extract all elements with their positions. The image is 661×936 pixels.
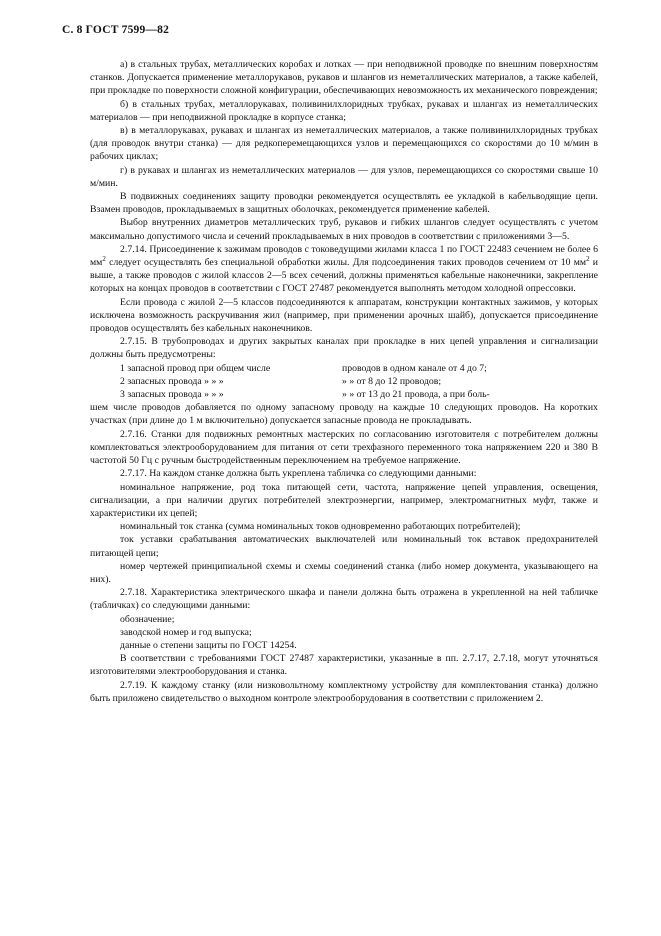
section-2-7-19: 2.7.19. К каждому станку (или низковольтному комплектному устройству для комплектования станка) должно быть приложено свидетельство о выходном контроле электрооборудования в соответствии с приложением 2. (90, 679, 598, 704)
spare-wires-count: 1 запасной провод при общем числе (120, 362, 271, 374)
section-2-7-17: 2.7.17. На каждом станке должна быть укреплена табличка со следующими данными: (120, 468, 477, 480)
paragraph-a: а) в стальных трубах, металлических коробах и лотках — при неподвижной проводке по внешним поверхностям станков. Допускается применение металлорукавов, рукавов и шлангов из неметаллических материалов, а также кабелей, при прокладке по поверхности сложной конфигурации, обеспечивающих невозможность их механического повреждения; (90, 59, 598, 97)
list-item (90, 375, 598, 388)
cabinet-plate-item: данные о степени защиты по ГОСТ 14254. (120, 639, 297, 651)
plate-data-item: номинальный ток станка (сумма номинальных токов одновременно работающих потребителей); (120, 521, 521, 533)
paragraph-moving-joints: В подвижных соединениях защиту проводки рекомендуется осуществлять ее укладкой в кабельводящие цепи. Взамен проводов, прокладываемых в защитных оболочках, рекомендуется применение кабелей. (90, 191, 598, 216)
plate-data-item: номер чертежей принципиальной схемы и схемы соединений станка (либо номер документа, указывающего на них). (90, 560, 598, 585)
spare-wires-count: 3 запасных провода » » » (120, 389, 224, 401)
paragraph-c: в) в металлорукавах, рукавах и шлангах из неметаллических материалов, а также поливинилхлоридных трубках (для проводок внутри станка) — для редкоперемещающихся узлов и перемещающихся со скоростями до 10 м/мин в рабочих циклах; (90, 125, 598, 163)
paragraph-d: г) в рукавах и шлангах из неметаллических материалов — для узлов, перемещающихся со скоростями свыше 10 м/мин. (90, 164, 598, 189)
section-2-7-15-continued: шем числе проводов добавляется по одному запасному проводу на каждые 10 следующих проводов. На коротких участках (при длине до 1 м включительно) допускается запасные провода не прокладывать. (90, 402, 598, 427)
section-2-7-16: 2.7.16. Станки для подвижных ремонтных мастерских по согласованию изготовителя с потребителем должны комплектоваться электрооборудованием для питания от сети трехфазного переменного тока напряжением 220 и 380 В частотой 50 Гц с ручным быстродейственным переключением на требуемое напряжение. (90, 428, 598, 467)
section-2-7-14-part-a: 2.7.14. Присоединение к зажимам проводов с токоведущими жилами класса 1 по ГОСТ 22483 сечением не более 6 мм (90, 243, 598, 269)
spare-wires-count: 2 запасных провода » » » (120, 375, 224, 387)
cabinet-plate-item: обозначение; (120, 613, 175, 625)
spare-wires-range: » » от 8 до 12 проводов; (342, 375, 442, 387)
paragraph-b: б) в стальных трубах, металлорукавах, поливинилхлоридных трубках, рукавах и шлангах из неметаллических материалов — при неподвижной прокладке в корпусе станка; (90, 98, 598, 123)
plate-data-item: ток уставки срабатывания автоматических выключателей или номинальный ток вставок предохранителей питающей цепи; (90, 534, 598, 559)
section-2-7-14-part-b: следует осуществлять без специальной обработки жилы. Для подсоединения таких проводов сечением от 10 мм (105, 257, 587, 269)
document-body (90, 58, 598, 705)
section-2-7-14 (90, 243, 598, 296)
spare-wires-range: проводов в одном канале от 4 до 7; (342, 362, 487, 374)
section-2-7-15: 2.7.15. В трубопроводах и других закрытых каналах при прокладке в них цепей управления и сигнализации должны быть предусмотрены: (90, 336, 598, 361)
list-item (90, 362, 598, 375)
spare-wires-range: » » от 13 до 21 провода, а при боль- (342, 389, 490, 401)
section-2-7-14-continued: Если провода с жилой 2—5 классов подсоединяются к аппаратам, конструкции контактных зажимов, у которых исключена возможность раскручивания жил (например, при применении арочных шайб), допускается присоединение проводов осуществлять без кабельных наконечников. (90, 296, 598, 335)
superscript-mm2-b: 2 (586, 254, 590, 263)
paragraph-diameter-choice: Выбор внутренних диаметров металлических труб, рукавов и гибких шлангов следует осуществлять с учетом максимально допустимого числа и сечений прокладываемых в них проводов в соответствии с приложениями 3—5. (90, 217, 598, 242)
section-2-7-18: 2.7.18. Характеристика электрического шкафа и панели должна быть отражена в укрепленной на ней табличке (табличках) со следующими данными: (90, 587, 598, 612)
page-header: С. 8 ГОСТ 7599—82 (62, 24, 170, 36)
plate-data-item: номинальное напряжение, род тока питающей сети, частота, напряжение цепей управления, освещения, сигнализации, а при наличии других потребителей электроэнергии, например, электромагнитных муфт, также и характеристики их цепей; (90, 481, 598, 519)
section-2-7-18-continued: В соответствии с требованиями ГОСТ 27487 характеристики, указанные в пп. 2.7.17, 2.7.18, могут уточняться изготовителями электрооборудования и станка. (90, 653, 598, 678)
superscript-mm2-a: 2 (102, 254, 106, 263)
section-2-7-14-part-c: и выше, а также проводов с жилой классов 2—5 всех сечений, должны применяться кабельные наконечники, закрепление которых на концах проводов в соответствии с ГОСТ 27487 рекомендуется выполнять методом холодной опрессовки. (90, 257, 599, 295)
spare-wires-list (90, 362, 598, 402)
list-item (90, 388, 598, 401)
cabinet-plate-item: заводской номер и год выпуска; (120, 626, 252, 638)
